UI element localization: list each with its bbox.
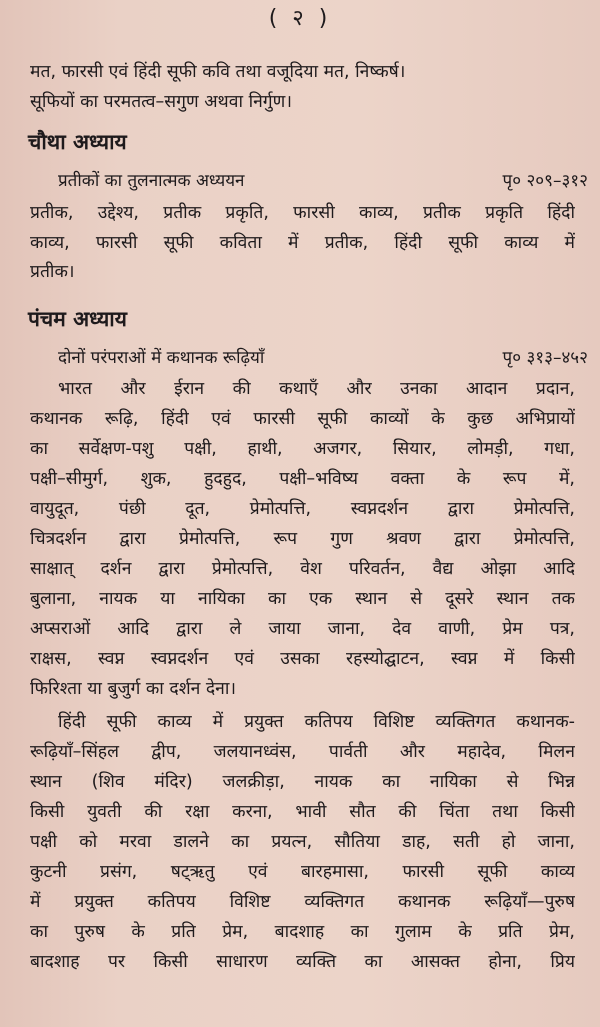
chapter-5-topic-row (58, 343, 588, 373)
chapter-5-pages: पृ० ३१३–४५२ (502, 348, 588, 368)
text-line: कथानक रूढ़ि, हिंदी एवं फारसी सूफी काव्यों के कुछ अभिप्रायों (30, 409, 575, 429)
text-line: काव्य, फारसी सूफी कविता में प्रतीक, हिंदी सूफी काव्य में (30, 233, 575, 253)
text-line: प्रतीक, उद्देश्य, प्रतीक प्रकृति, फारसी काव्य, प्रतीक प्रकृति हिंदी (30, 203, 575, 223)
chapter-4-pages: पृ० २०९–३१२ (502, 171, 588, 191)
text-line: प्रतीक। (30, 262, 75, 282)
chapter-4-heading: चौथा अध्याय (28, 130, 127, 154)
text-line: फिरिश्ता या बुजुर्ग का दर्शन देना। (30, 679, 237, 699)
text-line: हिंदी सूफी काव्य में प्रयुक्त कतिपय विशिष्ट व्यक्तिगत कथानक- (58, 712, 575, 732)
text-line: राक्षस, स्वप्न स्वप्नदर्शन एवं उसका रहस्योद्घाटन, स्वप्न में किसी (30, 649, 575, 669)
text-line: का सर्वेक्षण-पशु पक्षी, हाथी, अजगर, सियार, लोमड़ी, गधा, (30, 439, 575, 459)
text-line: पक्षी–सीमुर्ग, शुक, हुदहुद, पक्षी–भविष्य वक्ता के रूप में, (30, 469, 575, 489)
chapter-5-heading: पंचम अध्याय (28, 307, 127, 331)
text-line: सूफियों का परमतत्व–सगुण अथवा निर्गुण। (30, 92, 292, 112)
page-number: ( २ ) (268, 6, 332, 31)
chapter-5-topic: दोनों परंपराओं में कथानक रूढ़ियाँ (58, 348, 265, 368)
text-line: कुटनी प्रसंग, षट्ऋतु एवं बारहमासा, फारसी सूफी काव्य (30, 862, 575, 882)
chapter-4-topic: प्रतीकों का तुलनात्मक अध्ययन (58, 171, 245, 191)
text-line: बुलाना, नायक या नायिका का एक स्थान से दूसरे स्थान तक (30, 589, 575, 609)
text-line: पक्षी को मरवा डालने का प्रयत्न, सौतिया डाह, सती हो जाना, (30, 832, 575, 852)
text-line: स्थान (शिव मंदिर) जलक्रीड़ा, नायक का नायिका से भिन्न (30, 772, 575, 792)
text-line: में प्रयुक्त कतिपय विशिष्ट व्यक्तिगत कथानक रूढ़ियाँ—पुरुष (30, 892, 575, 912)
text-line: रूढ़ियाँ–सिंहल द्वीप, जलयानध्वंस, पार्वती और महादेव, मिलन (30, 742, 575, 762)
text-line: किसी युवती की रक्षा करना, भावी सौत की चिंता तथा किसी (30, 802, 575, 822)
text-line: साक्षात् दर्शन द्वारा प्रेमोत्पत्ति, वेश परिवर्तन, वैद्य ओझा आदि (30, 559, 575, 579)
text-line: भारत और ईरान की कथाएँ और उनका आदान प्रदान, (58, 379, 575, 399)
text-line: वायुदूत, पंछी दूत, प्रेमोत्पत्ति, स्वप्नदर्शन द्वारा प्रेमोत्पत्ति, (30, 499, 575, 519)
text-line: मत, फारसी एवं हिंदी सूफी कवि तथा वजूदिया मत, निष्कर्ष। (30, 62, 406, 82)
text-line: बादशाह पर किसी साधारण व्यक्ति का आसक्त होना, प्रिय (30, 952, 575, 972)
text-line: चित्रदर्शन द्वारा प्रेमोत्पत्ति, रूप गुण श्रवण द्वारा प्रेमोत्पत्ति, (30, 529, 575, 549)
text-line: का पुरुष के प्रति प्रेम, बादशाह का गुलाम के प्रति प्रेम, (30, 922, 575, 942)
chapter-4-topic-row (58, 166, 588, 196)
text-line: अप्सराओं आदि द्वारा ले जाया जाना, देव वाणी, प्रेम पत्र, (30, 619, 575, 639)
